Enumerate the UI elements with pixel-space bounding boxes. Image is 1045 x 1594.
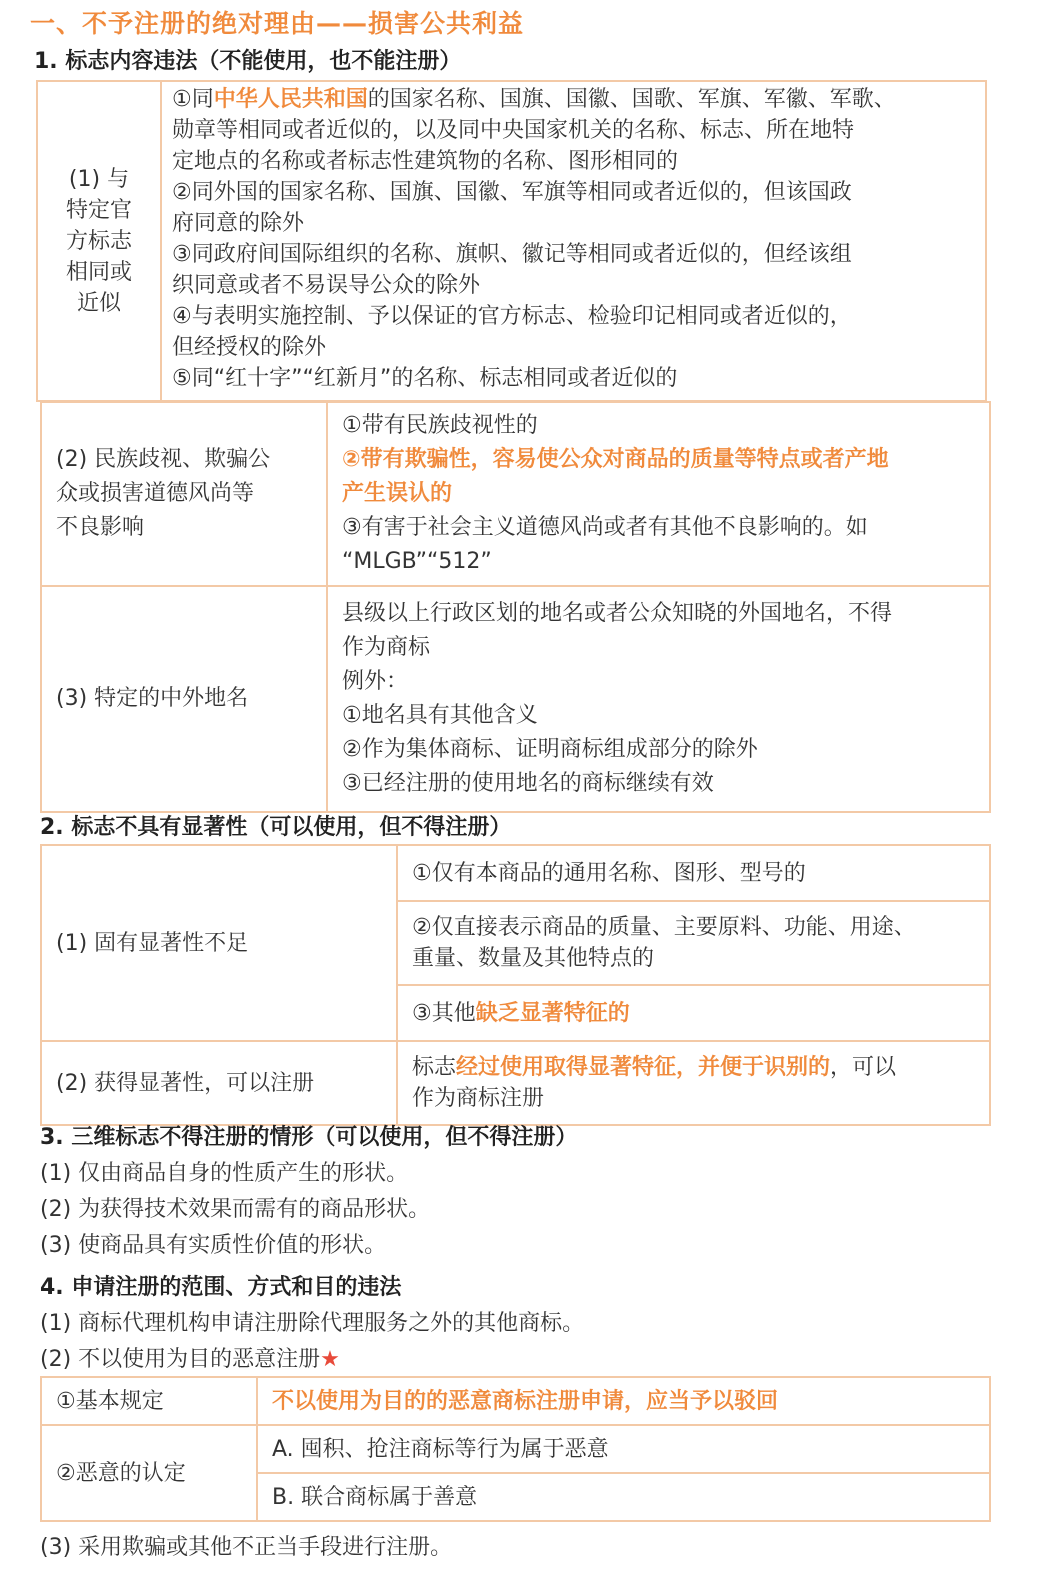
row1-content: ①同中华人民共和国的国家名称、国旗、国徽、国歌、军旗、军徽、军歌、 勋章等相同或者近似的，以及同中央国家机关的名称、标志、所在地特 定地点的名称或者标志性建筑物的名称、图形相同的 ②同外国的国家名称、国旗、国徽、军旗等相同或者近似的，但该国政 府同意的除外 ③同政府间国际组织的名称、旗帜、徽记等相同或者近似的，但经该组 织同意或者不易误导公众的除外 ④与表明实施控制、予以保证的官方标志、检验印记相同或者近似的， 但经授权的除外 ⑤同“红十字”“红新月”的名称、标志相同或者近似的 [161, 81, 986, 401]
s4-row2-a: A. 囤积、抢注商标等行为属于恶意 [257, 1425, 990, 1473]
section3-title: 3. 三维标志不得注册的情形（可以使用，但不得注册） [40, 1125, 578, 1150]
s2-item2: ②仅直接表示商品的质量、主要原料、功能、用途、 重量、数量及其他特点的 [397, 901, 990, 985]
s4-row2-label: ②恶意的认定 [41, 1425, 257, 1521]
section4-item-2: (2) 不以使用为目的恶意注册★ [40, 1347, 340, 1372]
s2-row2-content: 标志经过使用取得显著特征，并便于识别的，可以 作为商标注册 [397, 1041, 990, 1125]
row3-content: 县级以上行政区划的地名或者公众知晓的外国地名，不得 作为商标 例外： ①地名具有其他含义 ②作为集体商标、证明商标组成部分的除外 ③已经注册的使用地名的商标继续有效 [327, 586, 990, 812]
section1-title: 1. 标志内容违法（不能使用，也不能注册） [34, 49, 462, 74]
star-icon: ★ [320, 1347, 340, 1372]
section4-item-1: (1) 商标代理机构申请注册除代理服务之外的其他商标。 [40, 1311, 585, 1336]
section2-title: 2. 标志不具有显著性（可以使用，但不得注册） [40, 815, 512, 840]
s2-row1-label: (1) 固有显著性不足 [41, 845, 397, 1041]
s4-row2-b: B. 联合商标属于善意 [257, 1473, 990, 1521]
s4-row1-label: ①基本规定 [41, 1377, 257, 1425]
section1-table-part2 [40, 401, 991, 813]
section4-title: 4. 申请注册的范围、方式和目的违法 [40, 1275, 402, 1300]
section3-item-2: (2) 为获得技术效果而需有的商品形状。 [40, 1197, 431, 1222]
s4-row1-content: 不以使用为目的的恶意商标注册申请，应当予以驳回 [257, 1377, 990, 1425]
section3-item-3: (3) 使商品具有实质性价值的形状。 [40, 1233, 387, 1258]
section4-item-3: (3) 采用欺骗或其他不正当手段进行注册。 [40, 1535, 453, 1560]
section4-table [40, 1376, 991, 1522]
row1-item1-line1: ①同中华人民共和国的国家名称、国旗、国徽、国歌、军旗、军徽、军歌、 [172, 87, 896, 112]
row1-label: (1) 与 特定官 方标志 相同或 近似 [37, 81, 161, 401]
row2-label: (2) 民族歧视、欺骗公 众或损害道德风尚等 不良影响 [41, 402, 327, 586]
s2-item3: ③其他缺乏显著特征的 [397, 985, 990, 1041]
main-heading: 一、不予注册的绝对理由——损害公共利益 [30, 9, 525, 38]
section2-table [40, 844, 991, 1126]
row3-label: (3) 特定的中外地名 [41, 586, 327, 812]
section1-table-part1 [36, 80, 987, 402]
s2-row2-label: (2) 获得显著性，可以注册 [41, 1041, 397, 1125]
section3-item-1: (1) 仅由商品自身的性质产生的形状。 [40, 1161, 409, 1186]
s2-item1: ①仅有本商品的通用名称、图形、型号的 [397, 845, 990, 901]
row2-content: ①带有民族歧视性的 ②带有欺骗性，容易使公众对商品的质量等特点或者产地 产生误认的 ③有害于社会主义道德风尚或者有其他不良影响的。如 “MLGB”“512” [327, 402, 990, 586]
